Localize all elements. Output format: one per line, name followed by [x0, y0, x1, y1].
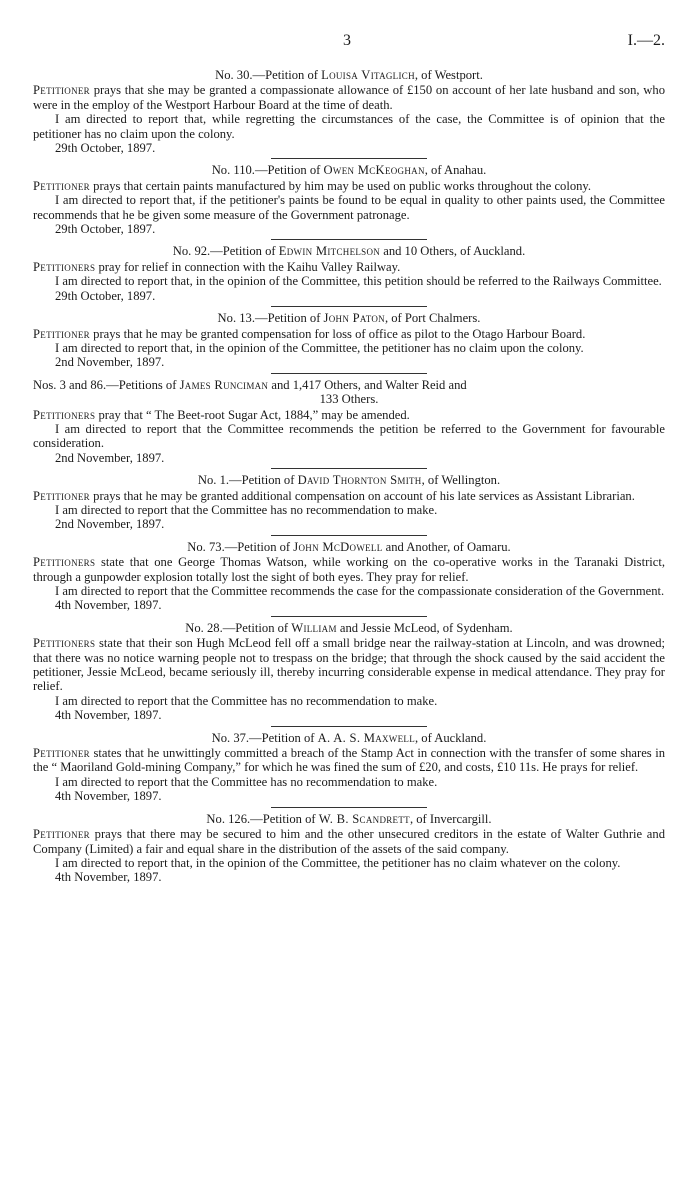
separator-rule — [271, 158, 427, 159]
petitioner-label: Petitioner — [33, 827, 90, 842]
petition-title — [33, 621, 665, 635]
petition-prayer — [33, 827, 665, 856]
report-date: 29th October, 1897. — [55, 222, 156, 237]
petition-entry — [33, 540, 665, 617]
petitioner-label: Petitioner — [33, 83, 90, 98]
petition-title — [33, 68, 665, 82]
petition-title — [33, 473, 665, 487]
petitioner-name: William — [291, 620, 337, 635]
separator-rule — [271, 468, 427, 469]
committee-report: I am directed to report that the Committee recommends the case for the compassionate consideration of the Government. — [55, 584, 665, 598]
petitioner-label: Petitioner — [33, 488, 90, 503]
petition-number: No. 28.—Petition of — [185, 620, 292, 635]
committee-report: I am directed to report that, in the opinion of the Committee, the petitioner has no claim whatever on the colony. — [55, 855, 621, 870]
committee-report: I am directed to report that the Committee has no recommendation to make. — [55, 774, 438, 789]
petition-entry — [33, 812, 665, 885]
prayer-text: prays that he may be granted compensation for loss of office as pilot to the Otago Harbour Board. — [90, 326, 586, 341]
report-date: 2nd November, 1897. — [55, 517, 165, 532]
prayer-text: pray that “ The Beet-root Sugar Act, 1884,” may be amended. — [95, 407, 410, 422]
report-date: 4th November, 1897. — [55, 598, 162, 613]
prayer-text: state that one George Thomas Watson, while working on the co-operative works in the Taranaki District, through a gunpowder explosion totally lost the sight of both eyes. They pray for relief. — [33, 555, 665, 584]
petitioner-name: W. B. Scandrett — [318, 811, 410, 826]
page-header — [33, 32, 665, 54]
separator-rule — [271, 807, 427, 808]
report-date: 2nd November, 1897. — [55, 355, 165, 370]
petition-location: , of Westport. — [414, 68, 483, 82]
petition-title — [33, 163, 665, 177]
petitioner-name: Owen McKeoghan — [323, 163, 425, 178]
committee-report: I am directed to report that the Committee has no recommendation to make. — [55, 502, 438, 517]
prayer-text: pray for relief in connection with the Kaihu Valley Railway. — [95, 259, 401, 274]
petition-location: , of Anahau. — [424, 163, 487, 178]
separator-rule — [271, 616, 427, 617]
petition-entry — [33, 731, 665, 808]
petition-number: Nos. 3 and 86.—Petitions of — [33, 377, 180, 392]
petition-prayer — [33, 327, 665, 341]
petition-number: No. 110.—Petition of — [211, 163, 324, 178]
document-page — [33, 32, 665, 885]
petitioner-label: Petitioners — [33, 636, 96, 651]
petition-location: and Another, of Oamaru. — [382, 539, 511, 554]
prayer-text: prays that there may be secured to him and the other unsecured creditors in the estate of Walter Guthrie and Company (Limited) a fair and equal share in the distribution of the assets of the said company. — [33, 827, 665, 856]
petition-title-continued: 133 Others. — [319, 392, 379, 407]
prayer-text: state that their son Hugh McLeod fell off a small bridge near the railway-station at Lincoln, and was drowned; that there was no notice warning people not to trespass on the bridge; that through the shock caused by the said accident the petitioner, Jessie McLeod, became seriously ill, thereby incurring considerable expense in medical attendance. They pray for relief. — [33, 636, 665, 694]
petition-number: No. 1.—Petition of — [197, 473, 298, 488]
petition-entry — [33, 378, 665, 469]
petition-entry — [33, 68, 665, 159]
petition-location: and 10 Others, of Auckland. — [380, 244, 526, 259]
petitioner-name: John McDowell — [293, 539, 383, 554]
petition-location: , of Invercargill. — [409, 811, 492, 826]
petition-prayer — [33, 408, 665, 422]
report-date: 29th October, 1897. — [55, 288, 156, 303]
petition-prayer — [33, 489, 665, 503]
petition-title — [33, 731, 665, 745]
petition-prayer — [33, 260, 665, 274]
report-date: 29th October, 1897. — [55, 141, 156, 156]
prayer-text: prays that she may be granted a compassionate allowance of £150 on account of her late husband and son, who were in the employ of the Westport Harbour Board at the time of death. — [33, 83, 665, 112]
committee-report: I am directed to report that, while regretting the circumstances of the case, the Committee is of opinion that the petitioner has no claim upon the colony. — [33, 112, 665, 141]
petition-prayer — [33, 636, 665, 694]
committee-report: I am directed to report that the Committee recommends the petition be referred to the Government for favourable consideration. — [33, 421, 665, 451]
petition-entry — [33, 621, 665, 727]
prayer-text: states that he unwittingly committed a breach of the Stamp Act in connection with the transfer of some shares in the “ Maoriland Gold-mining Company,” for which he was fined the sum of £20, and costs, £10 11s. He prays for relief. — [33, 746, 665, 775]
committee-report: I am directed to report that, in the opinion of the Committee, the petitioner has no claim upon the colony. — [55, 340, 584, 355]
petition-prayer — [33, 555, 665, 584]
petition-number: No. 92.—Petition of — [172, 244, 279, 259]
petition-number: No. 126.—Petition of — [206, 811, 319, 826]
petitioner-label: Petitioners — [33, 555, 96, 570]
prayer-text: prays that he may be granted additional compensation on account of his late services as Assistant Librarian. — [90, 488, 635, 503]
petition-title — [33, 378, 665, 407]
prayer-text: prays that certain paints manufactured by him may be used on public works throughout the colony. — [90, 178, 592, 193]
petition-prayer — [33, 83, 665, 112]
petition-title — [33, 244, 665, 258]
petition-entry — [33, 311, 665, 374]
report-date: 4th November, 1897. — [55, 789, 162, 804]
separator-rule — [271, 239, 427, 240]
petitioner-name: Louisa Vitaglich — [321, 68, 415, 82]
petition-entry — [33, 163, 665, 240]
report-date: 2nd November, 1897. — [55, 450, 165, 465]
separator-rule — [271, 373, 427, 374]
petitioner-label: Petitioners — [33, 259, 96, 274]
petition-title — [33, 311, 665, 325]
petition-number: No. 30.—Petition of — [215, 68, 322, 82]
petition-number: No. 73.—Petition of — [187, 539, 294, 554]
committee-report: I am directed to report that the Committee has no recommendation to make. — [55, 693, 438, 708]
petition-entry — [33, 244, 665, 307]
committee-report: I am directed to report that, if the petitioner's paints be found to be equal in quality to other paints used, the Committee recommends that he be given some measure of the Government patronage. — [33, 193, 665, 222]
separator-rule — [271, 306, 427, 307]
document-reference: I.—2. — [627, 32, 665, 49]
petitioner-label: Petitioner — [33, 746, 90, 761]
separator-rule — [271, 535, 427, 536]
petition-entry — [33, 473, 665, 536]
petition-title — [33, 540, 665, 554]
petitioner-label: Petitioner — [33, 178, 90, 193]
report-date: 4th November, 1897. — [55, 870, 162, 885]
petitioner-name: A. A. S. Maxwell — [317, 730, 415, 745]
petition-location: , of Auckland. — [415, 730, 487, 745]
separator-rule — [271, 726, 427, 727]
petitioner-label: Petitioners — [33, 407, 96, 422]
petition-location: , of Port Chalmers. — [384, 311, 481, 326]
petition-location: , of Wellington. — [421, 473, 501, 488]
page-number: 3 — [343, 32, 351, 49]
petition-title — [33, 812, 665, 826]
petitioner-name: David Thornton Smith — [297, 473, 422, 488]
committee-report: I am directed to report that, in the opinion of the Committee, this petition should be referred to the Railways Committee. — [55, 274, 662, 289]
petition-location: and 1,417 Others, and Walter Reid and — [268, 377, 467, 392]
petition-prayer — [33, 746, 665, 775]
petition-number: No. 37.—Petition of — [211, 730, 318, 745]
petitioner-name: James Runciman — [179, 377, 269, 392]
petition-number: No. 13.—Petition of — [217, 311, 324, 326]
petition-prayer — [33, 179, 665, 193]
petition-location: and Jessie McLeod, of Sydenham. — [336, 620, 513, 635]
petition-list — [33, 68, 665, 885]
report-date: 4th November, 1897. — [55, 708, 162, 723]
petitioner-name: Edwin Mitchelson — [278, 244, 381, 259]
petitioner-label: Petitioner — [33, 326, 90, 341]
petitioner-name: John Paton — [323, 311, 385, 326]
